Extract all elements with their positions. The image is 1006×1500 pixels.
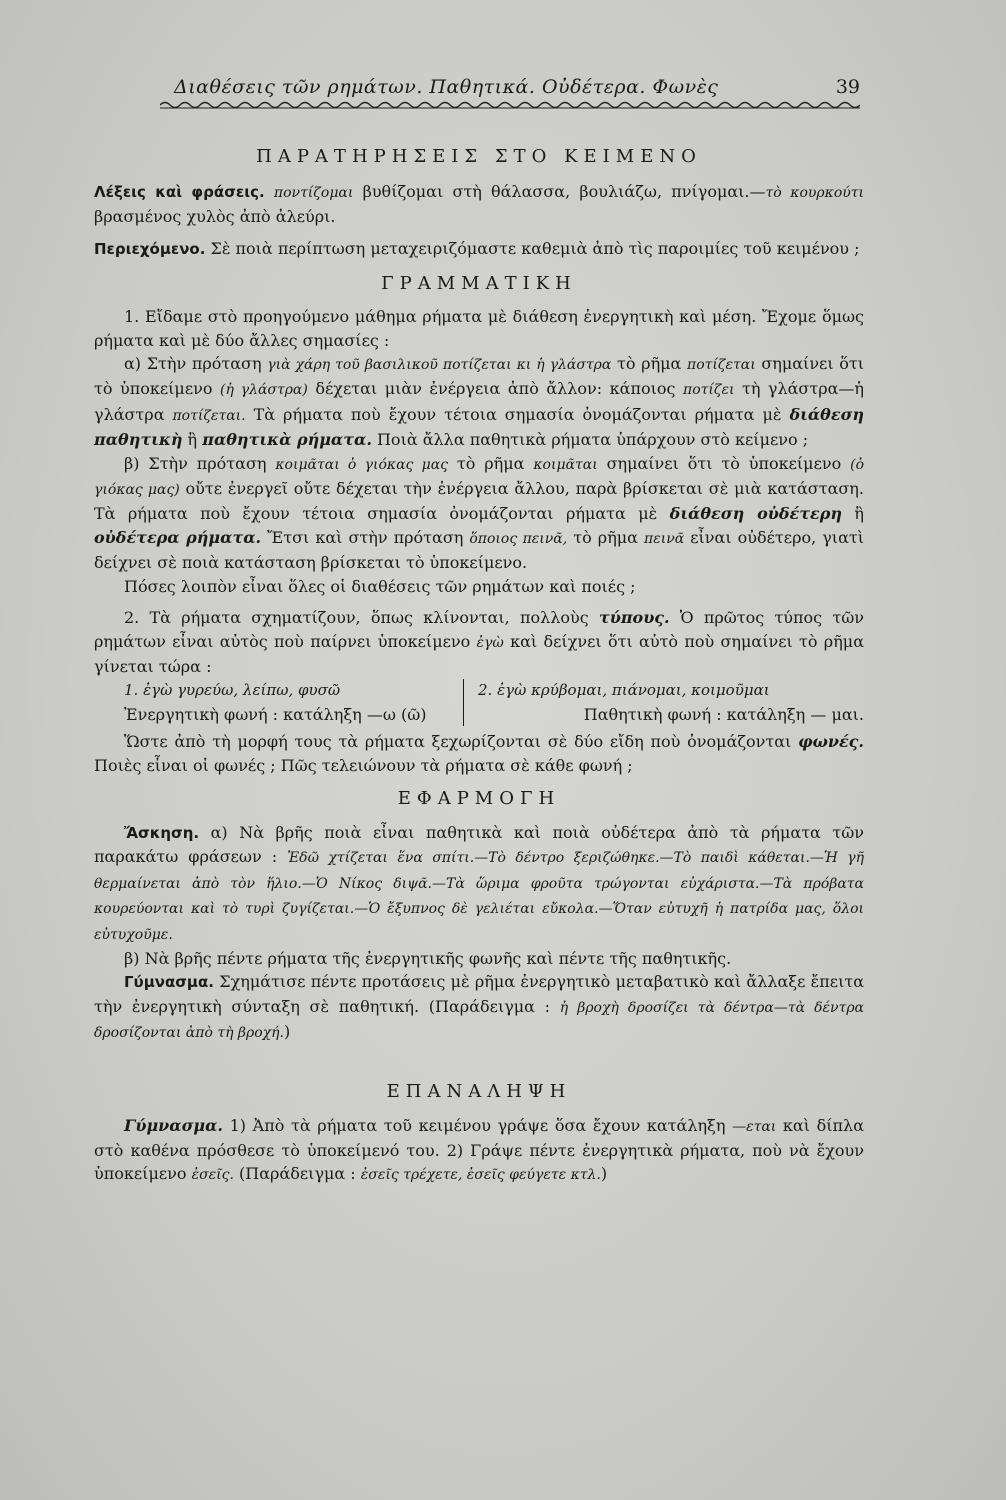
active-examples: 1. ἐγὼ γυρεύω, λείπω, φυσῶ xyxy=(124,681,341,700)
active-voice-column xyxy=(94,679,464,726)
section-heading-application: ΕΦΑΡΜΟΓΗ xyxy=(397,787,561,809)
passive-ending: Παθητικὴ φωνή : κατάληξη — μαι. xyxy=(583,704,864,724)
words-label: Λέξεις καὶ φράσεις. xyxy=(94,183,265,201)
voice-comparison xyxy=(94,679,864,726)
drill-label: Γύμνασμα. xyxy=(124,973,214,992)
header-title: Διαθέσεις τῶν ρημάτων. Παθητικά. Οὐδέτερα. Φωνὲς xyxy=(174,76,719,98)
passive-voice-column xyxy=(464,679,864,726)
grammar-paragraph-1: 1. Εἴδαμε στὸ προηγούμενο μάθημα ρήματα μὲ διάθεση ἐνεργητικὴ καὶ μέση. Ἔχομε ὅμως ρήματα καὶ μὲ δύο ἄλλες σημασίες : xyxy=(94,307,864,350)
page-content xyxy=(94,145,864,1188)
running-header xyxy=(150,76,860,102)
page-number: 39 xyxy=(835,76,860,98)
section-heading-review: ΕΠΑΝΑΛΗΨΗ xyxy=(386,1080,572,1102)
drill-paragraph: Γύμνασμα. Σχημάτισε πέντε προτάσεις μὲ ρῆμα ἐνεργητικὸ μεταβατικὸ καὶ ἄλλαξε ἔπειτα τὴν ἐνεργητικὴ σύνταξη σὲ παθητική. (Παράδειγμα : ἡ βροχὴ δροσίζει τὰ δέντρα—τὰ δέντρα δροσίζονται ἀπὸ τὴ βροχή.) xyxy=(94,972,865,1042)
grammar-question: Πόσες λοιπὸν εἶναι ὅλες οἱ διαθέσεις τῶν ρημάτων καὶ ποιές ; xyxy=(124,576,636,596)
exercise-label: Ἄσκηση. xyxy=(124,823,200,842)
section-heading-grammar: ΓΡΑΜΜΑΤΙΚΗ xyxy=(381,273,577,295)
grammar-paragraph-3: Ὥστε ἀπὸ τὴ μορφή τους τὰ ρήματα ξεχωρίζονται σὲ δύο εἴδη ποὺ ὀνομάζονται φωνές. Ποιὲς εἶναι οἱ φωνές ; Πῶς τελειώνουν τὰ ρήματα σὲ κάθε φωνή ; xyxy=(94,732,864,775)
active-ending: Ἐνεργητικὴ φωνή : κατάληξη —ω (ῶ) xyxy=(124,704,427,724)
exercise-b: β) Νὰ βρῆς πέντε ρήματα τῆς ἐνεργητικῆς φωνῆς καὶ πέντε τῆς παθητικῆς. xyxy=(124,948,732,968)
exercise-paragraph: Ἄσκηση. α) Νὰ βρῆς ποιὰ εἶναι παθητικὰ καὶ ποιὰ οὐδέτερα ἀπὸ τὰ ρήματα τῶν παρακάτω φράσεων : Ἐδῶ χτίζεται ἕνα σπίτι.—Τὸ δέντρο ξεριζώθηκε.—Τὸ παιδὶ κάθεται.—Ἡ γῆ θερμαίνεται ἀπὸ τὸν ἥλιο.—Ὁ Νίκος διψᾶ.—Τὰ ὥριμα φροῦτα τρώγονται εὐχάριστα.—Τὰ πρόβατα κουρεύονται καὶ τὸ τυρὶ ζυγίζεται.—Ὁ ἔξυπνος δὲ γελιέται εὔκολα.—Ὅταν εὐτυχῆ ἡ πατρίδα μας, ὅλοι εὐτυχοῦμε. xyxy=(94,822,865,943)
grammar-paragraph-2: 2. Τὰ ρήματα σχηματίζουν, ὅπως κλίνονται, πολλοὺς τύπους. Ὁ πρῶτος τύπος τῶν ρημάτων εἶναι αὐτὸς ποὺ παίρνει ὑποκείμενο ἐγὼ καὶ δείχνει ὅτι αὐτὸ ποὺ σημαίνει τὸ ρῆμα γίνεται τώρα : xyxy=(94,608,865,676)
grammar-paragraph-a: α) Στὴν πρόταση γιὰ χάρη τοῦ βασιλικοῦ ποτίζεται κι ἡ γλάστρα τὸ ρῆμα ποτίζεται σημαίνει ὅτι τὸ ὑποκείμενο (ἡ γλάστρα) δέχεται μιὰν ἐνέργεια ἀπὸ ἄλλον: κάποιος ποτίζει τὴ γλάστρα—ἡ γλάστρα ποτίζεται. Τὰ ρήματα ποὺ ἔχουν τέτοια σημασία ὀνομάζονται ρήματα μὲ διάθεση παθητικὴ ἢ παθητικὰ ρήματα. Ποιὰ ἄλλα παθητικὰ ρήματα ὑπάρχουν στὸ κείμενο ; xyxy=(94,354,865,450)
content-label: Περιεχόμενο. xyxy=(94,239,206,258)
review-drill-label: Γύμνασμα. xyxy=(124,1115,223,1135)
passive-examples: 2. ἐγὼ κρύβομαι, πιάνομαι, κοιμοῦμαι xyxy=(478,681,770,700)
section-heading-observations: ΠΑΡΑΤΗΡΗΣΕΙΣ ΣΤΟ ΚΕΙΜΕΝΟ xyxy=(256,146,702,167)
content-paragraph: Περιεχόμενο. Σὲ ποιὰ περίπτωση μεταχειριζόμαστε καθεμιὰ ἀπὸ τὶς παροιμίες τοῦ κειμένου ; xyxy=(94,238,860,258)
wavy-divider xyxy=(160,100,860,110)
words-phrases-paragraph: Λέξεις καὶ φράσεις. ποντίζομαι βυθίζομαι στὴ θάλασσα, βουλιάζω, πνίγομαι.—τὸ κουρκούτι βρασμένος χυλὸς ἀπὸ ἀλεύρι. xyxy=(94,182,864,227)
review-paragraph: Γύμνασμα. 1) Ἀπὸ τὰ ρήματα τοῦ κειμένου γράψε ὅσα ἔχουν κατάληξη —εται καὶ δίπλα στὸ καθένα πρόσθεσε τὸ ὑποκείμενό του. 2) Γράψε πέντε ἐνεργητικὰ ρήματα, ποὺ νὰ ἔχουν ὑποκείμενο ἐσεῖς. (Παράδειγμα : ἐσεῖς τρέχετε, ἐσεῖς φεύγετε κτλ.) xyxy=(94,1115,864,1184)
grammar-paragraph-b: β) Στὴν πρόταση κοιμᾶται ὁ γιόκας μας τὸ ρῆμα κοιμᾶται σημαίνει ὅτι τὸ ὑποκείμενο (ὁ γιόκας μας) οὔτε ἐνεργεῖ οὔτε δέχεται τὴν ἐνέργεια ἄλλου, παρὰ βρίσκεται σὲ μιὰ κατάσταση. Τὰ ρήματα ποὺ ἔχουν τέτοια σημασία ὀνομάζονται ρήματα μὲ διάθεση οὐδέτερη ἢ οὐδέτερα ρήματα. Ἔτσι καὶ στὴν πρόταση ὅποιος πεινᾶ, τὸ ρῆμα πεινᾶ εἶναι οὐδέτερο, γιατὶ δείχνει σὲ ποιὰ κατάσταση βρίσκεται τὸ ὑποκείμενο. xyxy=(94,453,865,573)
